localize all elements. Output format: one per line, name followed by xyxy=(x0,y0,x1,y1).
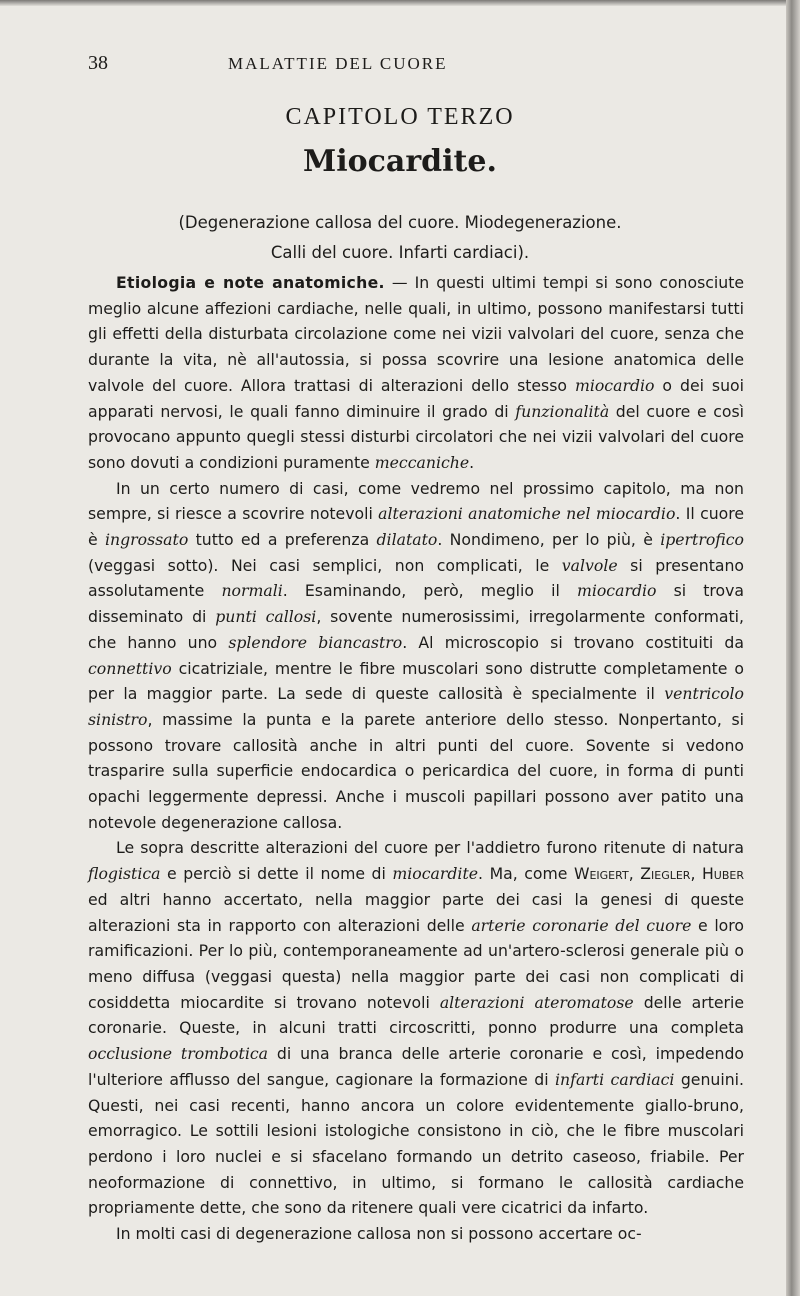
text-run: , xyxy=(690,864,702,884)
text-run: del cuore e così provocano appunto quegli stessi disturbi circolatori che nei vizii valvolari del cuore sono dovuti a condizioni puramente xyxy=(88,401,744,472)
paragraph-4 xyxy=(88,1221,744,1247)
text-run: , xyxy=(628,864,641,884)
paragraph-3 xyxy=(88,835,744,1221)
text-run: In un certo numero di casi, come vedremo nel prossimo capitolo, ma non sempre, si riesce a scovrire notevoli xyxy=(88,478,744,524)
italic-term: punti callosi xyxy=(215,607,317,627)
italic-term: arterie coronarie del cuore xyxy=(471,915,692,935)
italic-term: ipertrofico xyxy=(660,530,744,550)
subtitle-line-2: Calli del cuore. Infarti cardiaci). xyxy=(270,243,530,262)
author-name: Ziegler xyxy=(640,864,691,884)
paragraph-2 xyxy=(88,476,744,836)
italic-term: ingrossato xyxy=(104,530,189,550)
italic-term: miocardio xyxy=(576,581,657,601)
text-run: In molti casi di degenerazione callosa non si possono accertare oc- xyxy=(116,1224,642,1244)
text-run: . Nondimeno, per lo più, è xyxy=(437,530,661,550)
italic-term: flogistica xyxy=(88,864,161,884)
italic-term: funzionalità xyxy=(515,401,610,421)
text-run: . Esaminando, però, meglio il xyxy=(282,581,577,601)
text-run: ed altri hanno accertato, nella maggior parte dei casi la genesi di queste alterazioni sta in rapporto con alterazioni delle xyxy=(88,889,744,935)
author-name: Huber xyxy=(701,864,744,884)
text-run: o dei suoi apparati nervosi, le quali fanno diminuire il grado di xyxy=(88,375,744,421)
text-run: e loro ramificazioni. Per lo più, contemporaneamente ad un'artero-sclerosi generale più o meno diffusa (veggasi questa) nella maggior parte dei casi non complicati di cosiddetta miocardite si trovano notevoli xyxy=(88,915,744,1012)
text-run: cicatriziale, mentre le fibre muscolari sono distrutte completamente o per la maggior parte. La sede di queste callosità è specialmente il xyxy=(88,658,744,704)
text-run: — In questi ultimi tempi si sono conosciute meglio alcune affezioni cardiache, nelle quali, in ultimo, possono manifestarsi tutti gli effetti della disturbata circolazione come nei vizii valvolari del cuore, senza che durante la vita, nè all'autossia, si possa scovrire una lesione anatomica delle valvole del cuore. Allora trattasi di alterazioni dello stesso xyxy=(88,273,744,395)
italic-term: dilatato xyxy=(376,530,438,550)
author-name: Weigert xyxy=(573,864,629,884)
section-subtitle xyxy=(60,208,740,268)
running-head: MALATTIE DEL CUORE xyxy=(228,54,448,73)
text-run: delle arterie coronarie. Queste, in alcuni tratti circoscritti, ponno produrre una completa xyxy=(88,992,745,1038)
text-run: si trova disseminato di xyxy=(88,581,744,627)
italic-term: splendore biancastro xyxy=(228,632,403,652)
text-run: di una branca delle arterie coronarie e così, impedendo l'ulteriore afflusso del sangue, cagionare la formazione di xyxy=(88,1044,745,1089)
italic-term: occlusione trombotica xyxy=(88,1044,268,1064)
page-number: 38 xyxy=(88,52,108,74)
text-run: . Al microscopio si trovano costituiti da xyxy=(402,632,744,652)
text-run: , massime la punta e la parete anteriore dello stesso. Nonpertanto, si possono trovare callosità anche in altri punti del cuore. Sovente si vedono trasparire sulla superficie endocardica o pericardica del cuore, in forma di punti opachi leggermente depressi. Anche i muscoli papillari possono aver patito una notevole degenerazione callosa. xyxy=(88,709,744,832)
italic-term: ventricolo sinistro xyxy=(88,684,744,729)
italic-term: meccaniche xyxy=(374,452,470,472)
text-run: . Ma, come xyxy=(478,864,574,884)
chapter-heading: CAPITOLO TERZO xyxy=(285,104,515,130)
italic-term: alterazioni ateromatose xyxy=(439,992,634,1012)
section-title: Miocardite. xyxy=(303,144,497,179)
italic-term: alterazioni anatomiche nel miocardio xyxy=(378,504,676,524)
page-top-edge xyxy=(0,0,800,6)
text-run: . xyxy=(469,452,475,472)
italic-term: miocardio xyxy=(574,375,655,395)
text-run: genuini. Questi, nei casi recenti, hanno ancora un colore evidentemente giallo-bruno, emorragico. Le sottili lesioni istologiche consistono in ciò, che le fibre muscolari perdono i loro nuclei e si sfacelano formando un detrito caseoso, friabile. Per neoformazione di connettivo, in ultimo, si formano le callosità cardiache propriamente dette, che sono da ritenere quali vere cicatrici da infarto. xyxy=(88,1069,744,1218)
italic-term: infarti cardiaci xyxy=(555,1069,675,1089)
italic-term: normali xyxy=(221,581,283,601)
paragraph-1 xyxy=(88,270,744,476)
italic-term: miocardite xyxy=(392,864,479,884)
text-run: si presentano assolutamente xyxy=(88,555,744,601)
italic-term: connettivo xyxy=(88,658,172,678)
body-text xyxy=(88,270,744,1247)
text-run: tutto ed a preferenza xyxy=(188,530,377,550)
text-run: Le sopra descritte alterazioni del cuore per l'addietro furono ritenute di natura xyxy=(116,838,744,858)
text-run: , sovente numerosissimi, irregolarmente conformati, che hanno uno xyxy=(88,607,744,652)
book-binding-edge xyxy=(786,0,800,1296)
text-run: (veggasi sotto). Nei casi semplici, non complicati, le xyxy=(88,555,562,575)
text-run: e perciò si dette il nome di xyxy=(160,864,393,884)
page-header xyxy=(88,52,740,80)
text-run: . Il cuore è xyxy=(88,504,745,550)
italic-term: valvole xyxy=(561,555,618,575)
subtitle-line-1: (Degenerazione callosa del cuore. Miodegenerazione. xyxy=(178,213,622,232)
paragraph-lead: Etiologia e note anatomiche. xyxy=(116,273,385,292)
